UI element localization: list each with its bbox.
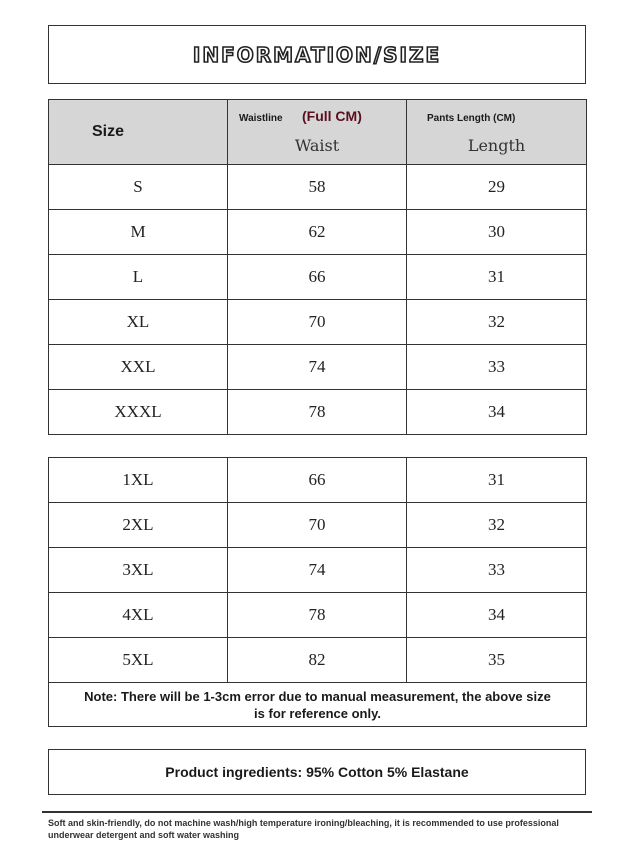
waist-cell: 66: [228, 255, 407, 300]
size-cell: XXL: [49, 345, 228, 390]
size-cell: 3XL: [49, 548, 228, 593]
size-cell: XL: [49, 300, 228, 345]
care-instructions: Soft and skin-friendly, do not machine wash/high temperature ironing/bleaching, it is recommended to use professional underwear detergent and soft water washing: [48, 818, 559, 840]
size-cell: M: [49, 210, 228, 255]
table-row: [49, 345, 587, 390]
table-header-row: [49, 100, 587, 165]
size-cell: 1XL: [49, 458, 228, 503]
note-row: [49, 683, 587, 727]
table-row: [49, 503, 587, 548]
waist-cell: 66: [228, 458, 407, 503]
table-row: [49, 210, 587, 255]
ingredients-text: Product ingredients: 95% Cotton 5% Elastane: [165, 764, 469, 780]
waist-cell: 70: [228, 503, 407, 548]
size-cell: L: [49, 255, 228, 300]
waist-cell: 82: [228, 638, 407, 683]
length-cell: 35: [407, 638, 587, 683]
size-table-secondary: [48, 457, 587, 727]
ingredients-box: [48, 749, 586, 795]
length-cell: 29: [407, 165, 587, 210]
table-row: [49, 548, 587, 593]
title-box: [48, 25, 586, 84]
waist-cell: 78: [228, 390, 407, 435]
waistline-label: Waistline: [239, 113, 283, 124]
size-table-primary: [48, 99, 587, 435]
full-cm-label: (Full CM): [302, 108, 362, 124]
length-cell: 32: [407, 503, 587, 548]
size-cell: XXXL: [49, 390, 228, 435]
size-cell: 4XL: [49, 593, 228, 638]
size-cell: 5XL: [49, 638, 228, 683]
waist-cell: 70: [228, 300, 407, 345]
length-header: Length: [467, 136, 526, 155]
size-cell: S: [49, 165, 228, 210]
size-cell: 2XL: [49, 503, 228, 548]
table-row: [49, 255, 587, 300]
table-row: [49, 458, 587, 503]
note-text: Note: There will be 1-3cm error due to manual measurement, the above size is for reference only.: [49, 683, 587, 727]
header-size-cell: [49, 100, 228, 165]
header-length-cell: [407, 100, 587, 165]
pants-length-label: Pants Length (CM): [427, 113, 516, 124]
length-cell: 34: [407, 390, 587, 435]
length-cell: 31: [407, 458, 587, 503]
length-cell: 33: [407, 345, 587, 390]
waist-cell: 78: [228, 593, 407, 638]
length-cell: 33: [407, 548, 587, 593]
length-cell: 30: [407, 210, 587, 255]
waist-cell: 62: [228, 210, 407, 255]
waist-header: Waist: [294, 136, 340, 155]
divider-line: [42, 811, 592, 813]
table-row: [49, 165, 587, 210]
header-waist-cell: [228, 100, 407, 165]
length-cell: 31: [407, 255, 587, 300]
size-header: Size: [92, 123, 125, 140]
length-cell: 32: [407, 300, 587, 345]
table-row: [49, 300, 587, 345]
waist-cell: 74: [228, 345, 407, 390]
table-row: [49, 390, 587, 435]
waist-cell: 74: [228, 548, 407, 593]
table-row: [49, 638, 587, 683]
waist-cell: 58: [228, 165, 407, 210]
length-cell: 34: [407, 593, 587, 638]
table-row: [49, 593, 587, 638]
page-title: INFORMATION/SIZE: [192, 42, 442, 67]
